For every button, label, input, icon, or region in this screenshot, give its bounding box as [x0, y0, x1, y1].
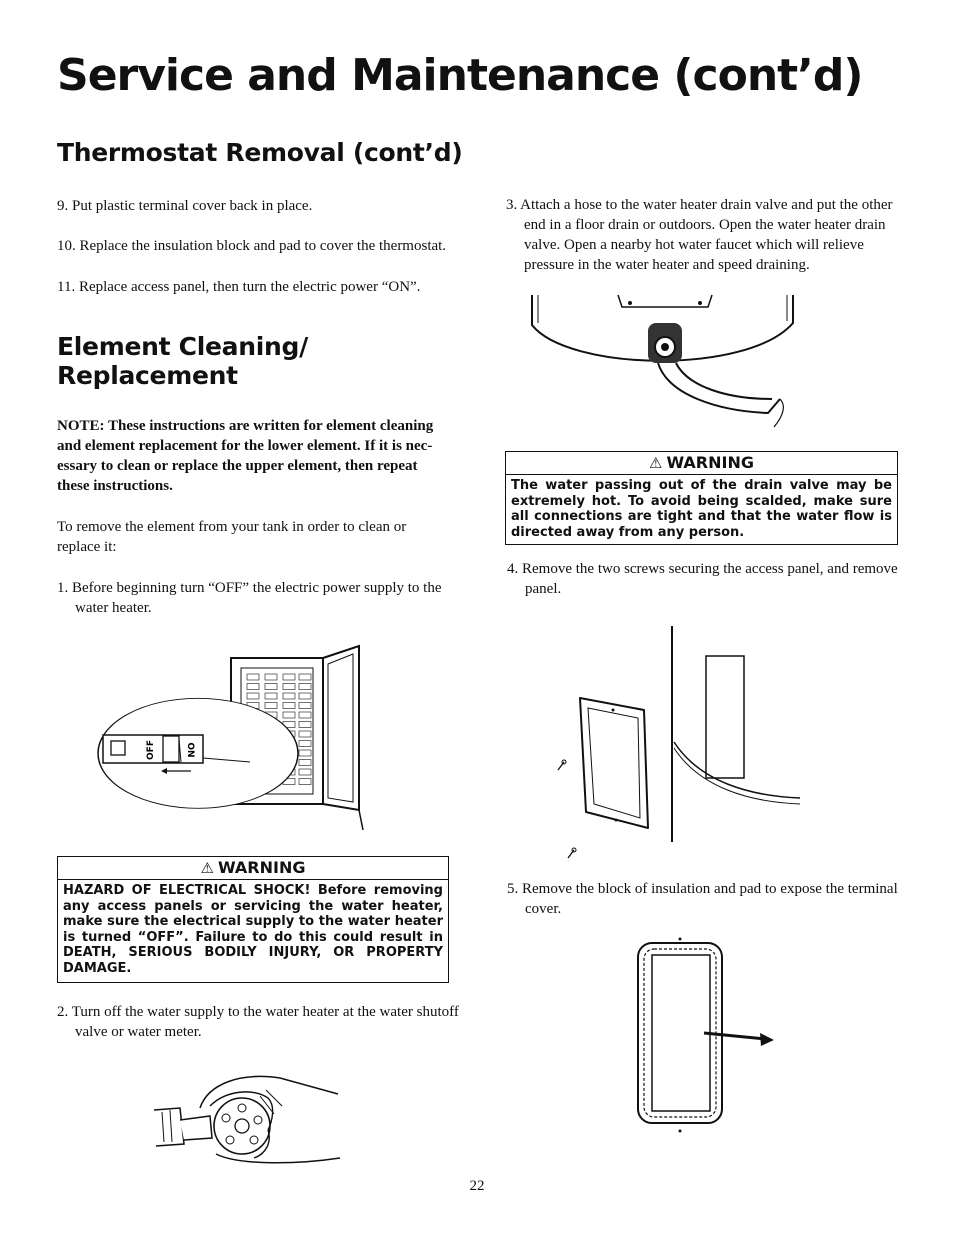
step-3: 3. Attach a hose to the water heater drain valve and put the other end in a floor drain or outdoors. Open the water heater drain valve. Open a nearby hot water faucet which will relieve pressure in the water heater and speed draining.: [506, 197, 893, 273]
insulation-block-illustration: [630, 935, 780, 1135]
section-heading-thermostat: Thermostat Removal (cont’d): [57, 138, 463, 167]
section-heading-element: [57, 332, 308, 390]
warning-header: [58, 857, 448, 880]
drain-valve-illustration: [528, 295, 798, 435]
heading-line-2: Replacement: [57, 361, 238, 390]
warning-text: HAZARD OF ELECTRICAL SHOCK! Before removing any access panels or servicing the water heater, make sure the electrical supply to the water heater is turned “OFF”. Failure to do this could result in DEATH, SERIOUS BODILY INJURY, OR PROPERTY DAMAGE.: [63, 883, 443, 976]
step-10: 10. Replace the insulation block and pad to cover the thermostat.: [57, 238, 447, 254]
warning-box-electrical: [57, 856, 449, 983]
warning-header: [506, 452, 897, 475]
breaker-off-label: OFF: [146, 740, 156, 760]
step-11: 11. Replace access panel, then turn the electric power “ON”.: [57, 279, 421, 295]
access-panel-illustration: [550, 622, 810, 862]
note-text: NOTE: These instructions are written for element cleaning and element replacement for the lower element. If it is nec- essary to clean or replace the upper element, then repeat these instructions.: [57, 418, 434, 494]
warning-triangle-icon: ⚠: [200, 859, 214, 877]
page-number: 22: [469, 1178, 485, 1194]
warning-text: The water passing out of the drain valve may be extremely hot. To avoid being scalded, make sure all connections are tight and that the water flow is directed away from any person.: [511, 478, 892, 540]
breaker-panel-illustration: [95, 640, 385, 840]
warning-label: WARNING: [666, 453, 754, 472]
warning-label: WARNING: [217, 858, 306, 877]
warning-box-hot-water: [505, 451, 898, 545]
intro-text: To remove the element from your tank in order to clean or replace it:: [57, 519, 407, 555]
breaker-on-label: ON: [185, 742, 195, 758]
heading-line-1: Element Cleaning/: [57, 332, 308, 361]
step-4: 4. Remove the two screws securing the access panel, and remove panel.: [507, 561, 898, 597]
step-9: 9. Put plastic terminal cover back in place.: [57, 198, 313, 214]
page-title: Service and Maintenance (cont’d): [57, 50, 863, 101]
step-5: 5. Remove the block of insulation and pad to expose the terminal cover.: [507, 881, 898, 917]
step-2: 2. Turn off the water supply to the water heater at the water shutoff valve or water meter.: [57, 1004, 459, 1040]
step-1: 1. Before beginning turn “OFF” the electric power supply to the water heater.: [57, 580, 442, 616]
warning-triangle-icon: ⚠: [649, 454, 663, 472]
shutoff-valve-illustration: [150, 1070, 350, 1170]
